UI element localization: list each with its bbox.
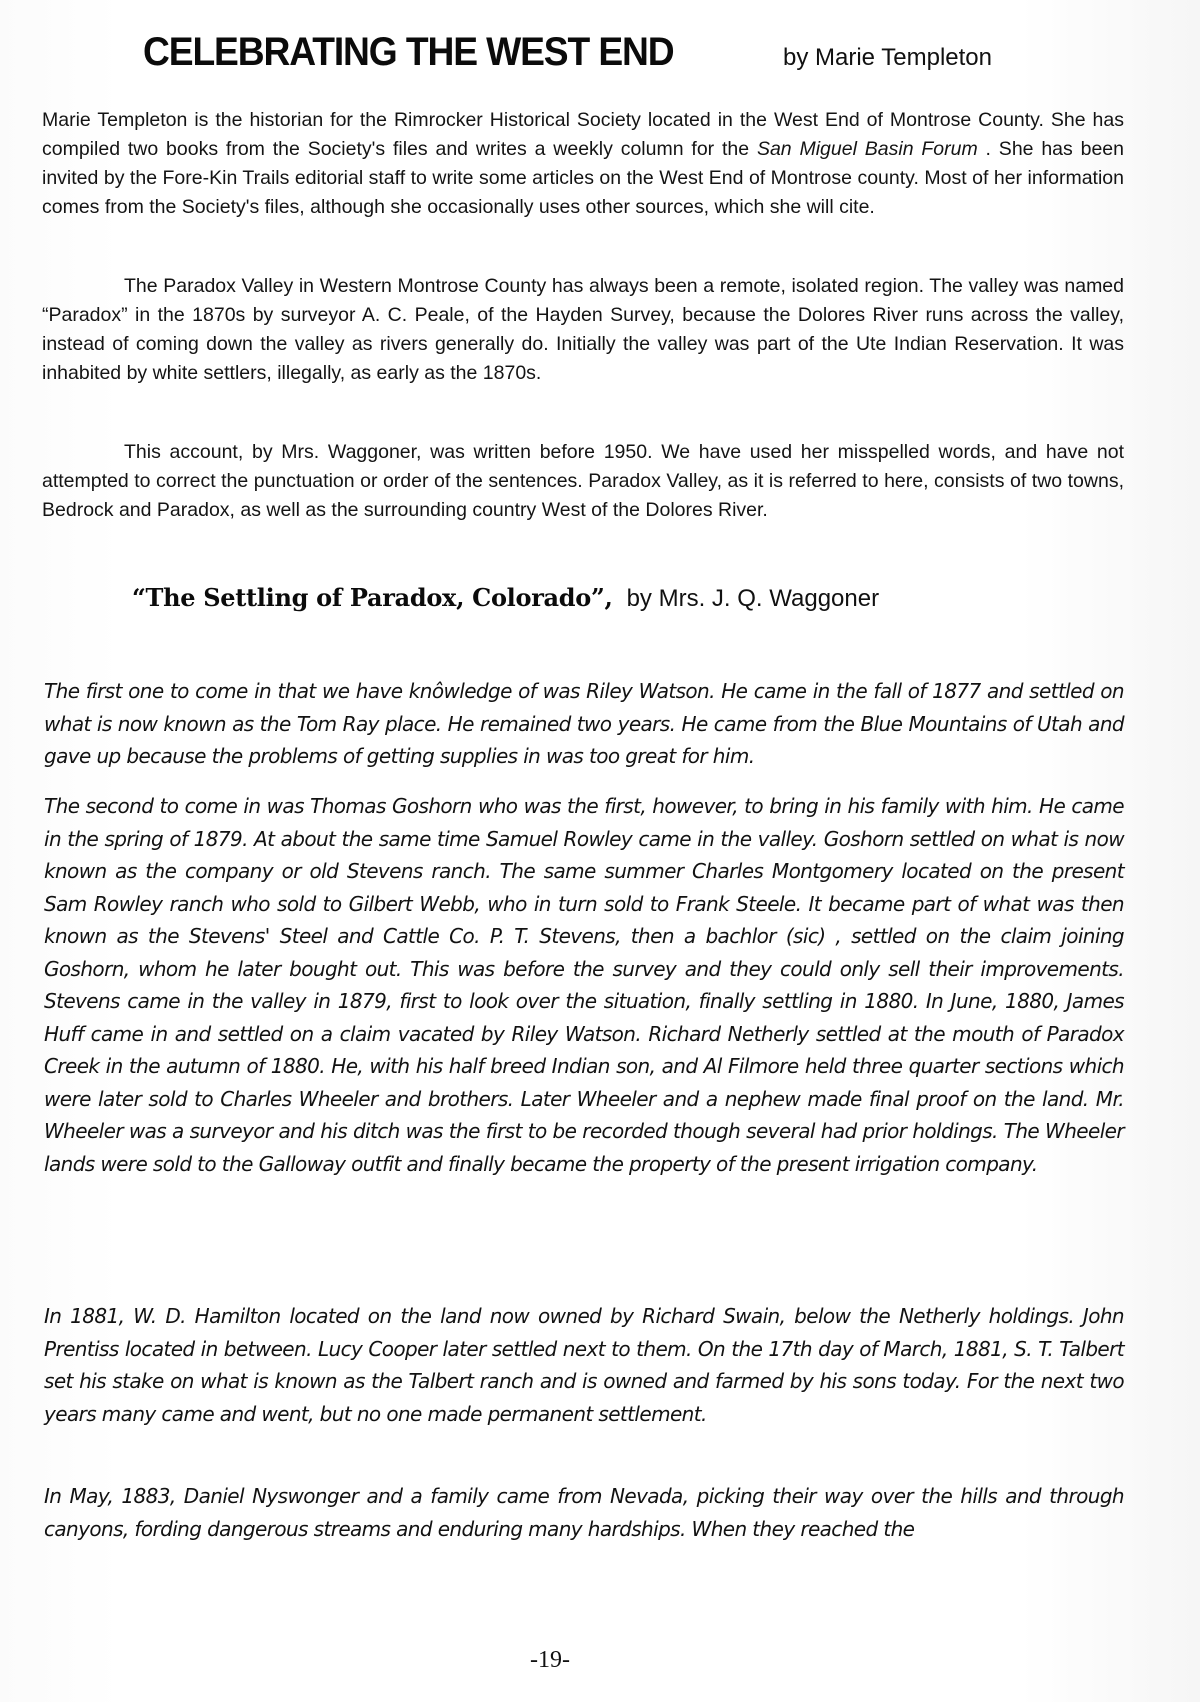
story-paragraph: In 1881, W. D. Hamilton located on the land now owned by Richard Swain, below the Netherly holdings. John Prentiss located in between. Lucy Cooper later settled next to them. On the 17th day of March, 1881, S. T. Talbert set his stake on what is known as the Talbert ranch and is owned and farmed by his sons today. For the next two years many came and went, but no one made permanent settlement. — [44, 1304, 1124, 1426]
intro-paragraph-valley: The Paradox Valley in Western Montrose County has always been a remote, isolated region. The valley was named “Paradox” in the 1870s by surveyor A. C. Peale, of the Hayden Survey, because the Dolores River runs across the valley, instead of coming down the valley as rivers generally do. Initially the valley was part of the Ute Indian Reservation. It was inhabited by white settlers, illegally, as early as the 1870s. — [42, 275, 1124, 384]
page-header — [143, 30, 992, 75]
column-title: CELEBRATING THE WEST END — [143, 30, 674, 74]
article-heading — [132, 583, 879, 613]
intro-paragraph-account: This account, by Mrs. Waggoner, was written before 1950. We have used her misspelled words, and have not attempted to correct the punctuation or order of the sentences. Paradox Valley, as it is referred to here, consists of two towns, Bedrock and Paradox, as well as the surrounding country West of the Dolores River. — [42, 441, 1124, 521]
intro-text: Marie Templeton is the historian for the Rimrocker Historical Society located in the West End of Montrose County. She has compiled two books from the Society's files and writes a weekly column for the — [42, 109, 1124, 160]
intro-text: . She has been invited by the Fore-Kin Trails editorial staff to write some articles on the West End of Montrose county. Most of her information comes from the Society's files, although she occasionally uses other sources, which she will cite. — [42, 138, 1124, 218]
publication-name: San Miguel Basin Forum — [756, 138, 978, 160]
intro-paragraph-author-bio — [42, 106, 1124, 222]
story-paragraph: The first one to come in that we have knôwledge of was Riley Watson. He came in the fall of 1877 and settled on what is now known as the Tom Ray place. He remained two years. He came from the Blue Mountains of Utah and gave up because the problems of getting supplies in was too great for him. — [44, 679, 1124, 768]
story-paragraph: In May, 1883, Daniel Nyswonger and a family came from Nevada, picking their way over the hills and through canyons, fording dangerous streams and enduring many hardships. When they reached the — [44, 1484, 1124, 1541]
article-byline: by Mrs. J. Q. Waggoner — [626, 585, 880, 612]
article-title: “The Settling of Paradox, Colorado”, — [132, 583, 613, 612]
page-number: -19- — [530, 1647, 570, 1673]
column-byline: by Marie Templeton — [783, 44, 992, 71]
story-paragraph: The second to come in was Thomas Goshorn who was the first, however, to bring in his family with him. He came in the spring of 1879. At about the same time Samuel Rowley came in the valley. Goshorn settled on what is now known as the company or old Stevens ranch. The same summer Charles Montgomery located on the present Sam Rowley ranch who sold to Gilbert Webb, who in turn sold to Frank Steele. It became part of what was then known as the Stevens' Steel and Cattle Co. P. T. Stevens, then a bachlor (sic) , settled on the claim joining Goshorn, whom he later bought out. This was before the survey and they could only sell their improvements. Stevens came in the valley in 1879, first to look over the situation, finally settling in 1880. In June, 1880, James Huff came in and settled on a claim vacated by Riley Watson. Richard Netherly settled at the mouth of Paradox Creek in the autumn of 1880. He, with his half breed Indian son, and Al Filmore held three quarter sections which were later sold to Charles Wheeler and brothers. Later Wheeler and a nephew made final proof on the land. Mr. Wheeler was a surveyor and his ditch was the first to be recorded though several had prior holdings. The Wheeler lands were sold to the Galloway outfit and finally became the property of the present irrigation company. — [44, 794, 1124, 1176]
